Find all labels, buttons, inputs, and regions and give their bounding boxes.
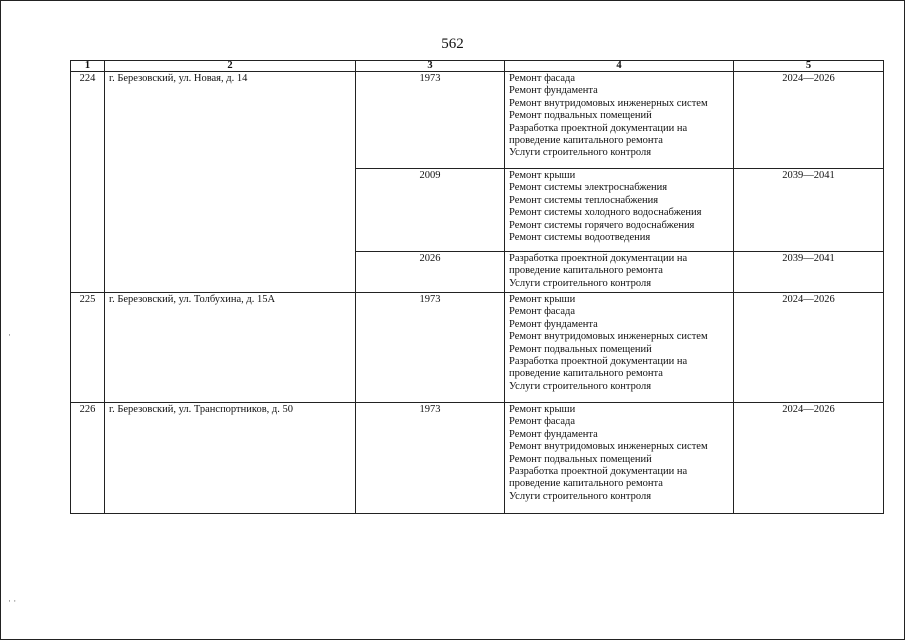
work-item: Ремонт подвальных помещений	[509, 343, 652, 355]
work-item: Услуги строительного контроля	[509, 380, 652, 392]
work-item: Ремонт системы водоотведения	[509, 232, 651, 244]
year-cell: 1973	[356, 293, 505, 403]
works-list	[505, 403, 734, 514]
building-address: г. Березовский, ул. Транспортников, д. 50	[105, 403, 356, 514]
capital-repair-table	[70, 60, 884, 514]
period-cell: 2024—2026	[734, 403, 884, 514]
work-item: проведение капитального ремонта	[509, 265, 663, 277]
work-item: Ремонт системы теплоснабжения	[509, 194, 659, 206]
year-cell: 2026	[356, 252, 505, 293]
work-item: Разработка проектной документации на	[509, 466, 688, 478]
period-cell: 2024—2026	[734, 293, 884, 403]
work-item: Ремонт фасада	[509, 416, 576, 428]
page-number: 562	[441, 36, 464, 52]
work-item: Ремонт фасада	[509, 73, 576, 84]
work-item: Ремонт фундамента	[509, 318, 598, 330]
works-list	[505, 293, 734, 403]
column-header: 4	[505, 61, 734, 72]
work-item: Ремонт подвальных помещений	[509, 453, 652, 465]
column-header: 2	[105, 61, 356, 72]
work-item: Ремонт подвальных помещений	[509, 110, 652, 122]
table-body	[71, 72, 884, 514]
work-item: Разработка проектной документации на	[509, 122, 688, 134]
work-item: проведение капитального ремонта	[509, 368, 663, 380]
period-cell: 2039—2041	[734, 252, 884, 293]
row-number: 225	[71, 293, 105, 403]
work-item: Ремонт внутридомовых инженерных систем	[509, 97, 708, 109]
scan-artifact: · ·	[8, 596, 17, 606]
work-item: Ремонт крыши	[509, 404, 576, 415]
work-item: Ремонт крыши	[509, 170, 576, 181]
scan-artifact: ·	[8, 330, 11, 340]
period-cell: 2024—2026	[734, 72, 884, 169]
works-list	[505, 252, 734, 293]
work-item: проведение капитального ремонта	[509, 478, 663, 490]
work-item: Услуги строительного контроля	[509, 277, 652, 289]
table-header-row	[71, 61, 884, 72]
table-row	[71, 72, 884, 169]
year-cell: 1973	[356, 72, 505, 169]
work-item: Ремонт системы холодного водоснабжения	[509, 207, 702, 219]
works-list	[505, 169, 734, 252]
work-item: Ремонт фасада	[509, 306, 576, 318]
work-item: Ремонт внутридомовых инженерных систем	[509, 441, 708, 453]
work-item: Разработка проектной документации на	[509, 356, 688, 368]
column-header: 5	[734, 61, 884, 72]
table-row	[71, 293, 884, 403]
column-header: 1	[71, 61, 105, 72]
year-cell: 2009	[356, 169, 505, 252]
year-cell: 1973	[356, 403, 505, 514]
work-item: Разработка проектной документации на	[509, 253, 688, 264]
work-item: Ремонт системы горячего водоснабжения	[509, 219, 695, 231]
work-item: Услуги строительного контроля	[509, 147, 652, 159]
building-address: г. Березовский, ул. Новая, д. 14	[105, 72, 356, 293]
row-number: 226	[71, 403, 105, 514]
period-cell: 2039—2041	[734, 169, 884, 252]
building-address: г. Березовский, ул. Толбухина, д. 15А	[105, 293, 356, 403]
row-number: 224	[71, 72, 105, 293]
work-item: Ремонт внутридомовых инженерных систем	[509, 331, 708, 343]
column-header: 3	[356, 61, 505, 72]
works-list	[505, 72, 734, 169]
work-item: Ремонт фундамента	[509, 428, 598, 440]
work-item: Ремонт крыши	[509, 294, 576, 305]
work-item: Ремонт фундамента	[509, 85, 598, 97]
work-item: Услуги строительного контроля	[509, 490, 652, 502]
table-row	[71, 403, 884, 514]
work-item: Ремонт системы электроснабжения	[509, 182, 668, 194]
work-item: проведение капитального ремонта	[509, 135, 663, 147]
